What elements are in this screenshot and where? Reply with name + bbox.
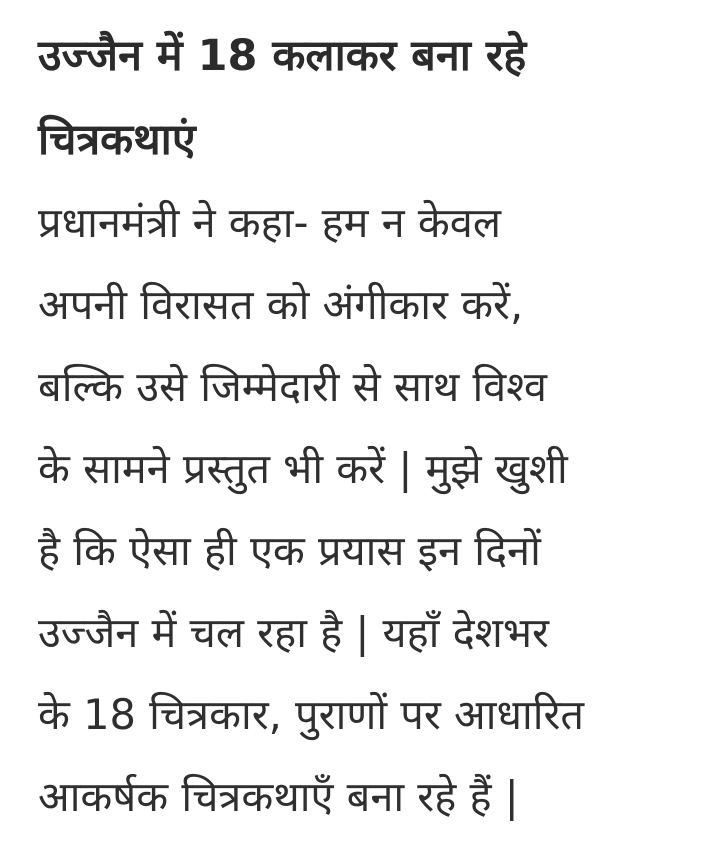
article-headline: उज्जैन में 18 कलाकर बना रहे चित्रकथाएं [38, 31, 527, 165]
article [38, 14, 698, 838]
article-body: प्रधानमंत्री ने कहा- हम न केवल अपनी विरासत को अंगीकार करें, बल्कि उसे जिम्मेदारी से साथ विश्व के सामने प्रस्तुत भी करें | मुझे खुशी है कि ऐसा ही एक प्रयास इन दिनों उज्जैन में चल रहा है | यहाँ देशभर के 18 चित्रकार, पुराणों पर आधारित आकर्षक चित्रकथाएँ बना रहे हैं | [38, 198, 585, 821]
